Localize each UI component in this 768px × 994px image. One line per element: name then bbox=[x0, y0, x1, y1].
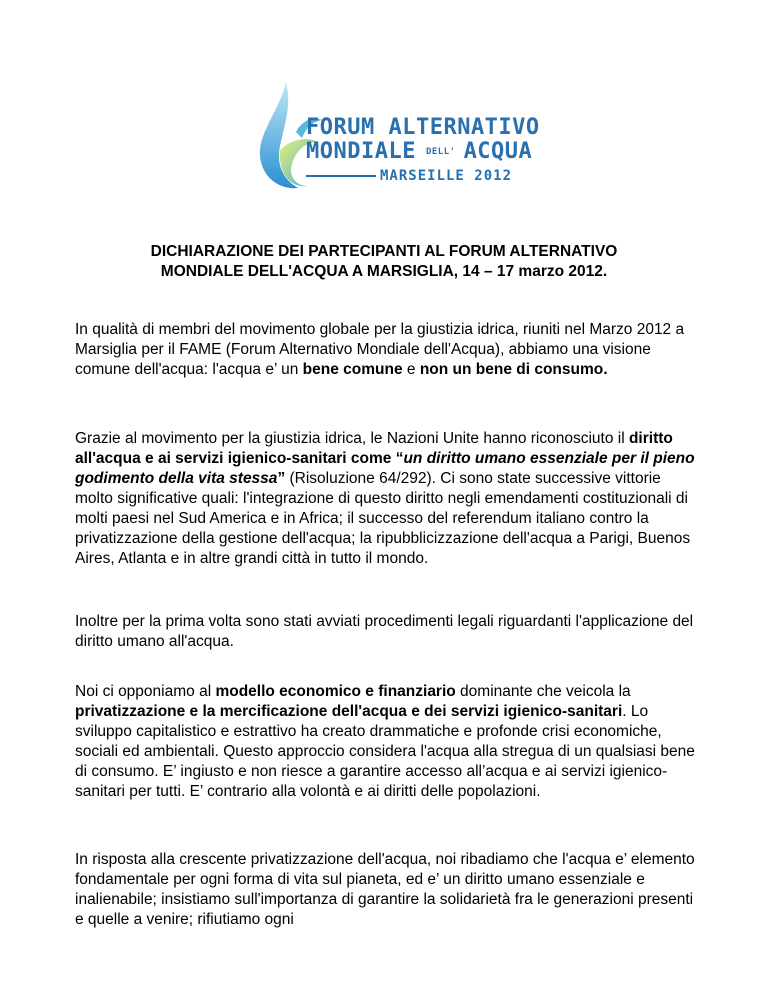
paragraph-1 bbox=[75, 320, 695, 380]
p2-bold1: diritto all'acqua e ai servizi igienico-sanitari come “ bbox=[75, 430, 673, 467]
p1-bold2: non un bene di consumo. bbox=[419, 361, 608, 378]
p4-text2: dominante che veicola la bbox=[455, 683, 631, 700]
logo-rule bbox=[306, 175, 376, 177]
p2-bold2: ” bbox=[277, 470, 286, 487]
paragraph-5 bbox=[75, 850, 695, 930]
logo-city: MARSEILLE 2012 bbox=[380, 168, 513, 184]
document-title bbox=[100, 242, 668, 282]
p4-text3: . Lo sviluppo capitalistico e estrattivo ha creato drammatiche e profonde crisi economiche, sociali ed ambientali. Questo approccio considera l'acqua alla stregua di un qualsiasi bene di consumo. E’ ingiusto e non riesce a garantire accesso all’acqua e ai servizi igienico-sanitari per tutti. E’ contrario alla volontà e ai diritti delle popolazioni. bbox=[75, 703, 695, 800]
p2-bold-italic: un diritto umano essenziale per il pieno godimento della vita stessa bbox=[75, 450, 695, 487]
title-line2: MONDIALE DELL'ACQUA A MARSIGLIA, 14 – 17 marzo 2012. bbox=[160, 263, 608, 280]
paragraph-4 bbox=[75, 682, 695, 802]
p4-bold2: privatizzazione e la mercificazione dell'acqua e dei servizi igienico-sanitari bbox=[75, 703, 623, 720]
p1-bold1: bene comune bbox=[302, 361, 403, 378]
logo-acqua: ACQUA bbox=[463, 139, 533, 164]
paragraph-2 bbox=[75, 429, 695, 569]
p1-text1: In qualità di membri del movimento globale per la giustizia idrica, riuniti nel Marzo 2012 a Marsiglia per il FAME (Forum Alternativo Mondiale dell'Acqua), abbiamo una visione comune dell'acqua: l'acqua e’ un bbox=[75, 321, 685, 378]
p1-text2: e bbox=[402, 361, 420, 378]
logo-line2 bbox=[306, 140, 540, 164]
p4-text1: Noi ci opponiamo al bbox=[75, 683, 216, 700]
paragraph-3 bbox=[75, 612, 695, 652]
p2-text1: Grazie al movimento per la giustizia idrica, le Nazioni Unite hanno riconosciuto il bbox=[75, 430, 629, 447]
p2-text2: (Risoluzione 64/292). Ci sono state successive vittorie molto significative quali: l'integrazione di questo diritto negli emendamenti costituzionali di molti paesi nel Sud America e in Africa; il successo del referendum italiano contro la privatizzazione della gestione dell'acqua; la ripubblicizzazione dell'acqua a Parigi, Buenos Aires, Atlanta e in altre grandi città in tutto il mondo. bbox=[75, 470, 691, 567]
logo-mondiale: MONDIALE bbox=[306, 139, 416, 164]
p3-text1: Inoltre per la prima volta sono stati avviati procedimenti legali riguardanti l'applicazione del diritto umano all'acqua. bbox=[75, 613, 694, 650]
logo-dell: DELL' bbox=[425, 147, 456, 157]
p4-bold1: modello economico e finanziario bbox=[215, 683, 456, 700]
logo-line1: FORUM ALTERNATIVO bbox=[306, 115, 540, 140]
p5-text1: In risposta alla crescente privatizzazione dell'acqua, noi ribadiamo che l'acqua e’ elemento fondamentale per ogni forma di vita sul pianeta, ed e’ un diritto umano essenziale e inalienabile; insistiamo sull'importanza di garantire la solidarietà fra le generazioni presenti e quelle a venire; rifiutiamo ogni bbox=[75, 851, 695, 928]
logo-line3 bbox=[306, 168, 540, 184]
forum-logo bbox=[256, 80, 546, 192]
title-line1: DICHIARAZIONE DEI PARTECIPANTI AL FORUM ALTERNATIVO bbox=[150, 243, 618, 260]
